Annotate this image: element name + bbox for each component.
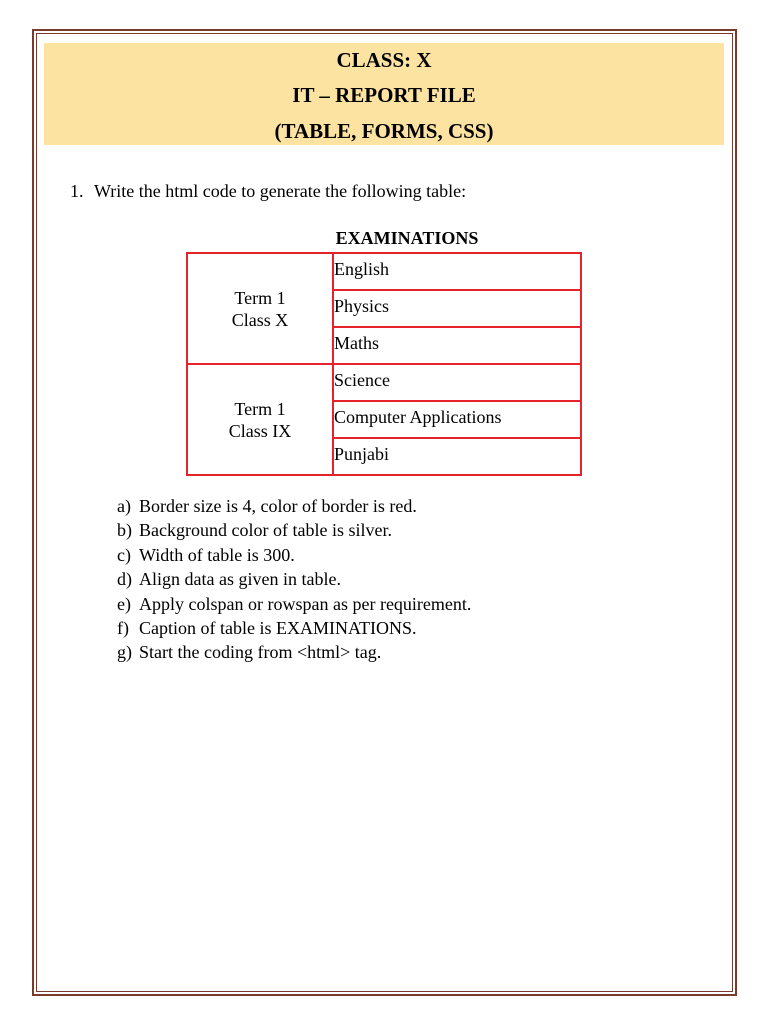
item-text: Apply colspan or rowspan as per requirement. (139, 593, 472, 614)
subject-cell (333, 438, 581, 475)
subject-name: Maths (334, 333, 379, 353)
header-report-title: IT – REPORT FILE (292, 83, 476, 107)
item-marker: g) (117, 642, 132, 663)
subject-cell (333, 253, 581, 290)
term-cell-class-ix (187, 364, 333, 475)
examinations-table (186, 252, 582, 476)
question-1 (70, 180, 466, 202)
table-row (187, 364, 581, 401)
list-item (117, 543, 471, 567)
subject-cell (333, 401, 581, 438)
list-item (117, 616, 471, 640)
item-text: Align data as given in table. (139, 569, 341, 590)
subject-cell (333, 327, 581, 364)
list-item (117, 640, 471, 664)
header-banner (44, 43, 724, 145)
subject-name: Science (334, 370, 390, 390)
subject-cell (333, 290, 581, 327)
item-marker: e) (117, 593, 131, 614)
subject-name: Computer Applications (334, 407, 502, 427)
item-text: Background color of table is silver. (139, 520, 392, 541)
table-row (187, 253, 581, 290)
class-label: Class IX (228, 420, 292, 441)
item-marker: b) (117, 520, 132, 541)
item-text: Caption of table is EXAMINATIONS. (139, 618, 417, 639)
question-text: Write the html code to generate the following table: (94, 181, 467, 201)
header-topics: (TABLE, FORMS, CSS) (274, 119, 494, 143)
list-item (117, 494, 471, 518)
item-marker: a) (117, 496, 131, 516)
item-text: Border size is 4, color of border is red. (139, 496, 417, 516)
list-item (117, 592, 471, 616)
subject-name: English (334, 259, 390, 279)
item-text: Start the coding from <html> tag. (139, 642, 382, 663)
term-label: Term 1 (234, 287, 286, 308)
term-cell-class-x (187, 253, 333, 364)
class-label: Class X (231, 309, 289, 330)
subject-cell (333, 364, 581, 401)
question-number: 1. (70, 181, 84, 201)
term-label: Term 1 (234, 398, 286, 419)
subject-name: Punjabi (334, 444, 390, 464)
item-text: Width of table is 300. (139, 544, 295, 565)
item-marker: c) (117, 544, 131, 565)
item-marker: d) (117, 569, 132, 590)
item-marker: f) (117, 618, 129, 639)
instruction-list (117, 494, 471, 665)
list-item (117, 567, 471, 591)
list-item (117, 518, 471, 542)
table-caption: EXAMINATIONS (335, 228, 479, 248)
header-class-title: CLASS: X (336, 48, 432, 72)
subject-name: Physics (334, 296, 390, 316)
